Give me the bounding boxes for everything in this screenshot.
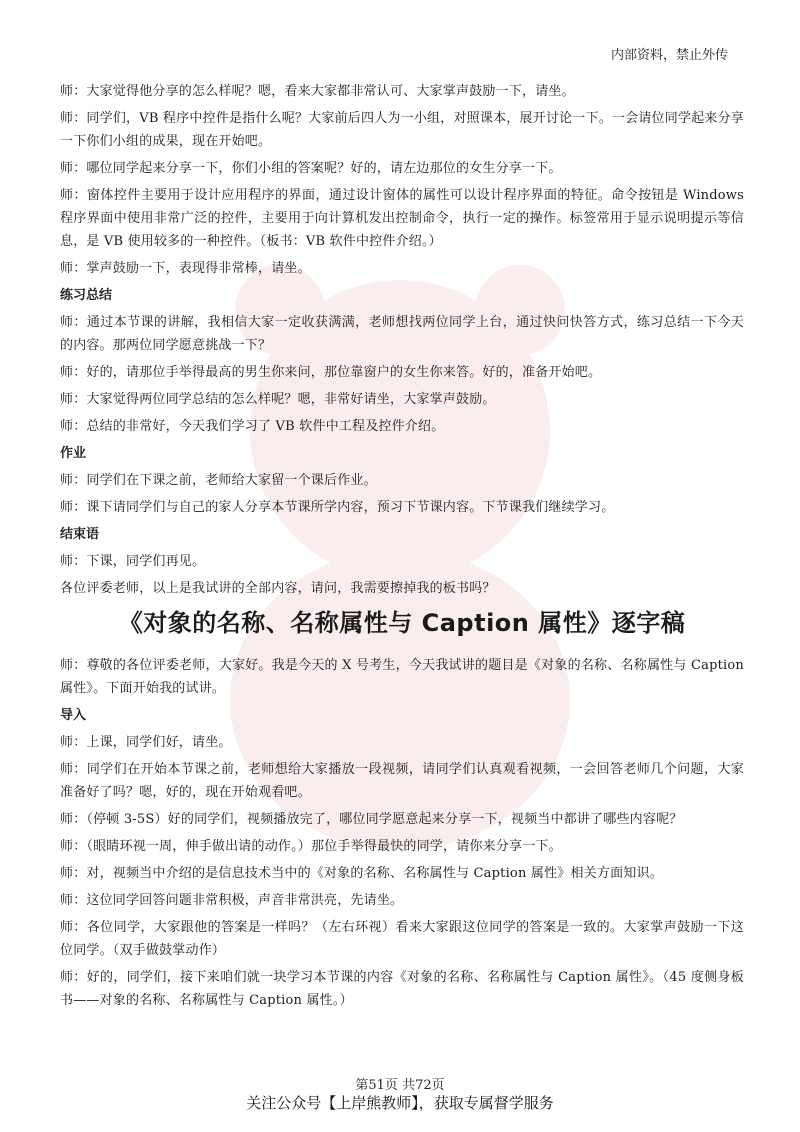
confidential-note: 内部资料，禁止外传 [610, 48, 728, 63]
document-body [60, 80, 744, 1016]
footer-promo: 关注公众号【上岸熊教师】，获取专属督学服务 [246, 1094, 554, 1112]
paragraph: 师：（眼睛环视一周，伸手做出请的动作。）那位手举得最快的同学，请你来分享一下。 [60, 839, 562, 854]
section-heading-homework: 作业 [60, 446, 87, 461]
paragraph: 师：同学们在下课之前，老师给大家留一个课后作业。 [60, 473, 377, 488]
paragraph: 师：课下请同学们与自己的家人分享本节课所学内容，预习下节课内容。下节课我们继续学习。 [60, 500, 615, 515]
paragraph: 各位评委老师，以上是我试讲的全部内容，请问，我需要擦掉我的板书吗？ [60, 581, 496, 596]
paragraph: 师：哪位同学起来分享一下，你们小组的答案呢？好的，请左边那位的女生分享一下。 [60, 161, 562, 176]
paragraph: 师：对，视频当中介绍的是信息技术当中的《对象的名称、名称属性与 Caption 属性》相关方面知识。 [60, 866, 663, 881]
page-number: 第51页 共72页 [355, 1078, 445, 1093]
section-heading-closing: 结束语 [60, 527, 100, 542]
paragraph: 师：这位同学回答问题非常积极，声音非常洪亮，先请坐。 [60, 893, 404, 908]
section-heading-practice: 练习总结 [60, 288, 113, 303]
paragraph: 师：下课，同学们再见。 [60, 554, 206, 569]
section-heading-lead-in: 导入 [60, 708, 87, 723]
paragraph: 师：各位同学，大家跟他的答案是一样吗？（左右环视）看来大家跟这位同学的答案是一致的。大家掌声鼓励一下这位同学。（双手做鼓掌动作） [60, 920, 744, 958]
paragraph: 师：大家觉得两位同学总结的怎么样呢？嗯，非常好请坐，大家掌声鼓励。 [60, 392, 496, 407]
paragraph: 师：（停顿 3-5S）好的同学们，视频播放完了，哪位同学愿意起来分享一下，视频当中都讲了哪些内容呢？ [60, 812, 683, 827]
paragraph: 师：好的，请那位手举得最高的男生你来问，那位靠窗户的女生你来答。好的，准备开始吧。 [60, 365, 602, 380]
paragraph: 师：通过本节课的讲解，我相信大家一定收获满满，老师想找两位同学上台，通过快问快答方式，练习总结一下今天的内容。那两位同学愿意挑战一下？ [60, 315, 744, 353]
paragraph: 师：尊敬的各位评委老师，大家好。我是今天的 X 号考生，今天我试讲的题目是《对象的名称、名称属性与 Caption 属性》。下面开始我的试讲。 [60, 658, 744, 696]
paragraph: 师：同学们在开始本节课之前，老师想给大家播放一段视频，请同学们认真观看视频，一会回答老师几个问题，大家准备好了吗？嗯，好的，现在开始观看吧。 [60, 762, 744, 800]
paragraph: 师：总结的非常好，今天我们学习了 VB 软件中工程及控件介绍。 [60, 419, 445, 434]
paragraph: 师：掌声鼓励一下，表现得非常棒，请坐。 [60, 261, 311, 276]
document-title: 《对象的名称、名称属性与 Caption 属性》逐字稿 [118, 609, 686, 637]
paragraph: 师：同学们，VB 程序中控件是指什么呢？大家前后四人为一小组，对照课本，展开讨论一下。一会请位同学起来分享一下你们小组的成果，现在开始吧。 [60, 111, 744, 149]
paragraph: 师：窗体控件主要用于设计应用程序的界面，通过设计窗体的属性可以设计程序界面的特征。命令按钮是 Windows 程序界面中使用非常广泛的控件，主要用于向计算机发出控制命令，执行一定的操作。标签常用于显示说明提示等信息，是 VB 使用较多的一种控件。（板书：VB 软件中控件介绍。） [60, 188, 744, 249]
paragraph: 师：上课，同学们好，请坐。 [60, 735, 232, 750]
paragraph: 师：好的，同学们，接下来咱们就一块学习本节课的内容《对象的名称、名称属性与 Caption 属性》。（45 度侧身板书——对象的名称、名称属性与 Caption 属性。） [60, 970, 744, 1008]
paragraph: 师：大家觉得他分享的怎么样呢？嗯，看来大家都非常认可、大家掌声鼓励一下，请坐。 [60, 84, 575, 99]
